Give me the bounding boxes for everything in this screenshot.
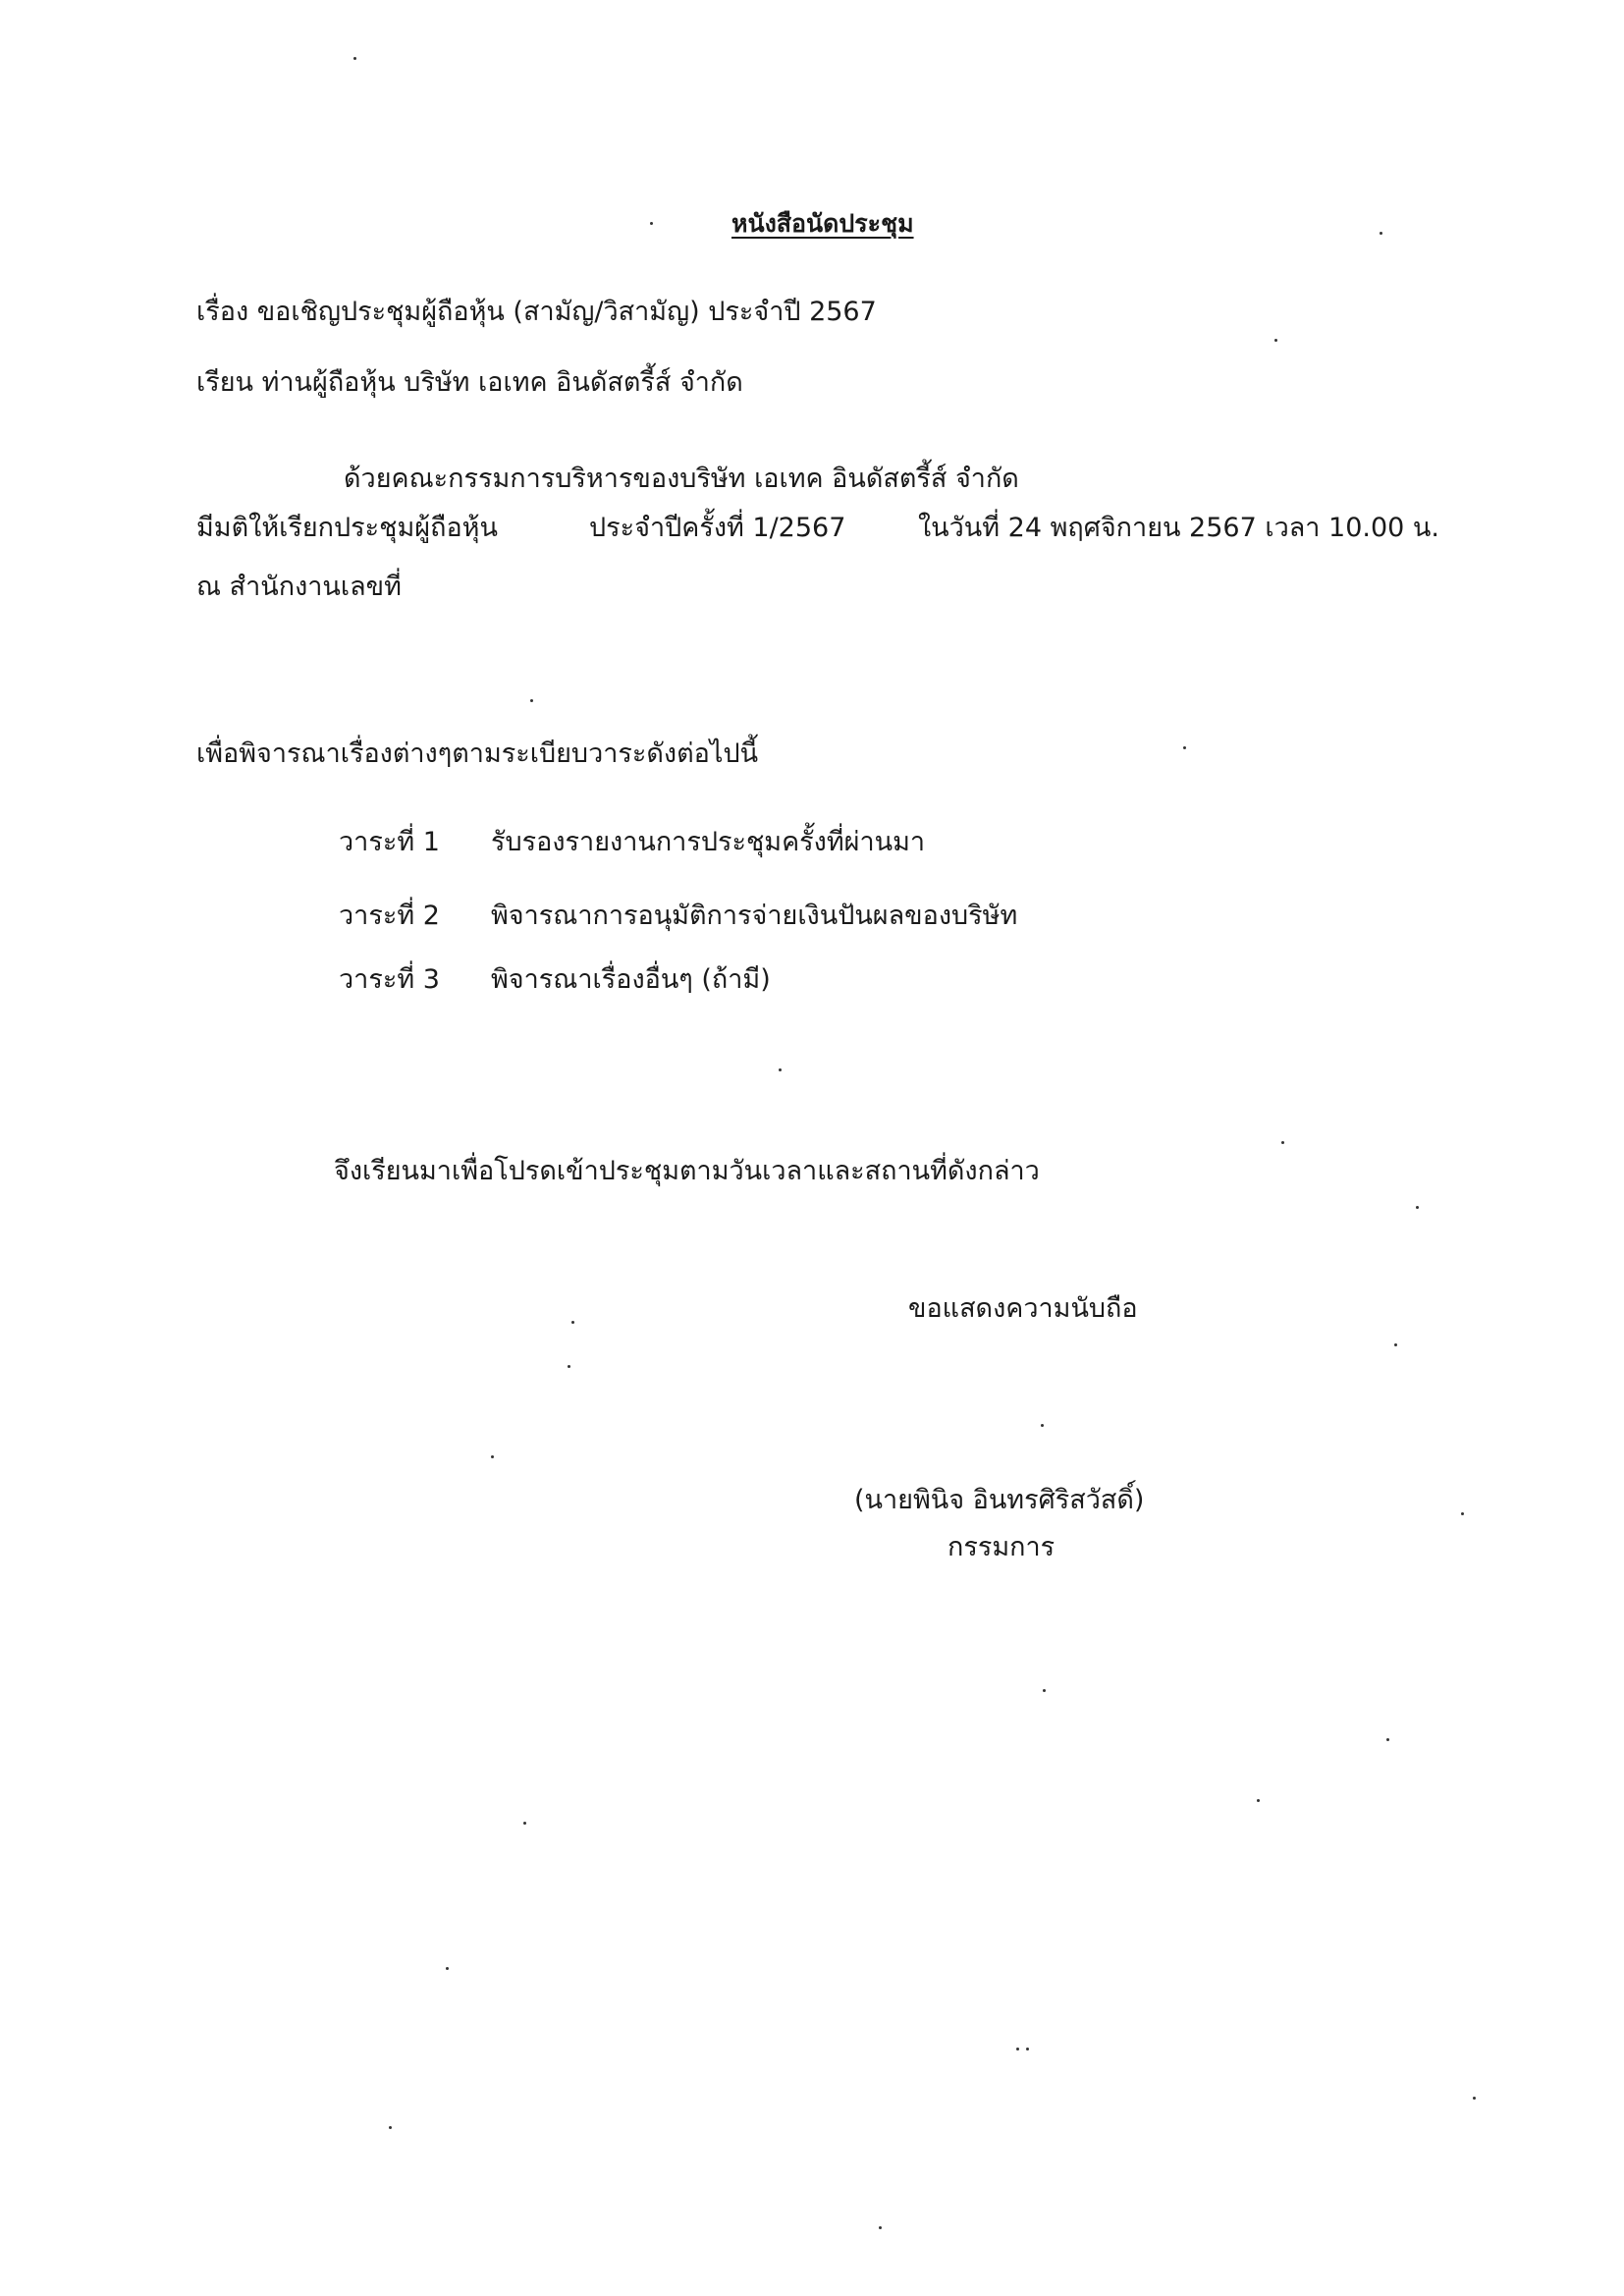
body-line-2-resolution: มีมติให้เรียกประชุมผู้ถือหุ้น <box>196 513 498 543</box>
scan-speck <box>353 57 356 60</box>
scan-speck <box>1281 1141 1284 1144</box>
agenda-item-label: วาระที่ 2 <box>339 901 440 931</box>
scan-speck <box>779 1068 782 1071</box>
scan-speck <box>530 699 533 702</box>
scan-speck <box>1473 2097 1476 2100</box>
document-title: หนังสือนัดประชุม <box>731 209 914 238</box>
subject-line: เรื่อง ขอเชิญประชุมผู้ถือหุ้น (สามัญ/วิสามัญ) ประจำปี 2567 <box>196 297 877 327</box>
scan-speck <box>1394 1343 1397 1346</box>
agenda-intro: เพื่อพิจารณาเรื่องต่างๆตามระเบียบวาระดังต่อไปนี้ <box>196 738 759 769</box>
body-line-1: ด้วยคณะกรรมการบริหารของบริษัท เอเทค อินดัสตรี้ส์ จำกัด <box>344 464 1019 494</box>
agenda-item <box>339 825 1222 864</box>
agenda-item-text: พิจารณาการอนุมัติการจ่ายเงินปันผลของบริษัท <box>491 901 1018 931</box>
agenda-item-label: วาระที่ 1 <box>339 827 440 857</box>
agenda-item-text: รับรองรายงานการประชุมครั้งที่ผ่านมา <box>491 827 926 857</box>
closing-line: จึงเรียนมาเพื่อโปรดเข้าประชุมตามวันเวลาและสถานที่ดังกล่าว <box>334 1156 1040 1186</box>
body-line-2 <box>196 511 1512 550</box>
scan-speck <box>1016 2048 1019 2050</box>
scan-speck <box>491 1455 494 1458</box>
regards-line: ขอแสดงความนับถือ <box>908 1293 1138 1324</box>
scan-speck <box>523 1822 526 1825</box>
scan-speck <box>1026 2048 1029 2050</box>
scan-speck <box>1274 339 1277 342</box>
scan-speck <box>1416 1206 1419 1209</box>
scan-speck <box>389 2126 392 2129</box>
scan-speck <box>571 1321 574 1324</box>
to-line: เรียน ท่านผู้ถือหุ้น บริษัท เอเทค อินดัสตรี้ส์ จำกัด <box>196 367 743 398</box>
scan-speck <box>879 2226 882 2229</box>
agenda-item-text: พิจารณาเรื่องอื่นๆ (ถ้ามี) <box>491 964 771 995</box>
body-line-2-meeting-number: ประจำปีครั้งที่ 1/2567 <box>589 513 846 543</box>
signatory-title: กรรมการ <box>947 1532 1056 1562</box>
scan-speck <box>1041 1424 1044 1427</box>
scan-speck <box>650 222 653 225</box>
scan-speck <box>1043 1689 1046 1692</box>
scan-speck <box>1380 232 1382 235</box>
scan-speck <box>1461 1512 1464 1515</box>
scan-speck <box>1257 1799 1260 1802</box>
agenda-item <box>339 962 1222 1002</box>
scan-speck <box>1386 1738 1389 1741</box>
body-line-3: ณ สำนักงานเลขที่ <box>196 572 402 602</box>
agenda-item <box>339 899 1222 938</box>
body-line-2-date-time: ในวันที่ 24 พฤศจิกายน 2567 เวลา 10.00 น. <box>918 513 1439 543</box>
scan-speck <box>446 1967 449 1970</box>
agenda-item-label: วาระที่ 3 <box>339 964 440 995</box>
scan-speck <box>1183 746 1186 749</box>
scan-speck <box>568 1365 570 1368</box>
signatory-name: (นายพินิจ อินทรศิริสวัสดิ์) <box>854 1485 1145 1515</box>
